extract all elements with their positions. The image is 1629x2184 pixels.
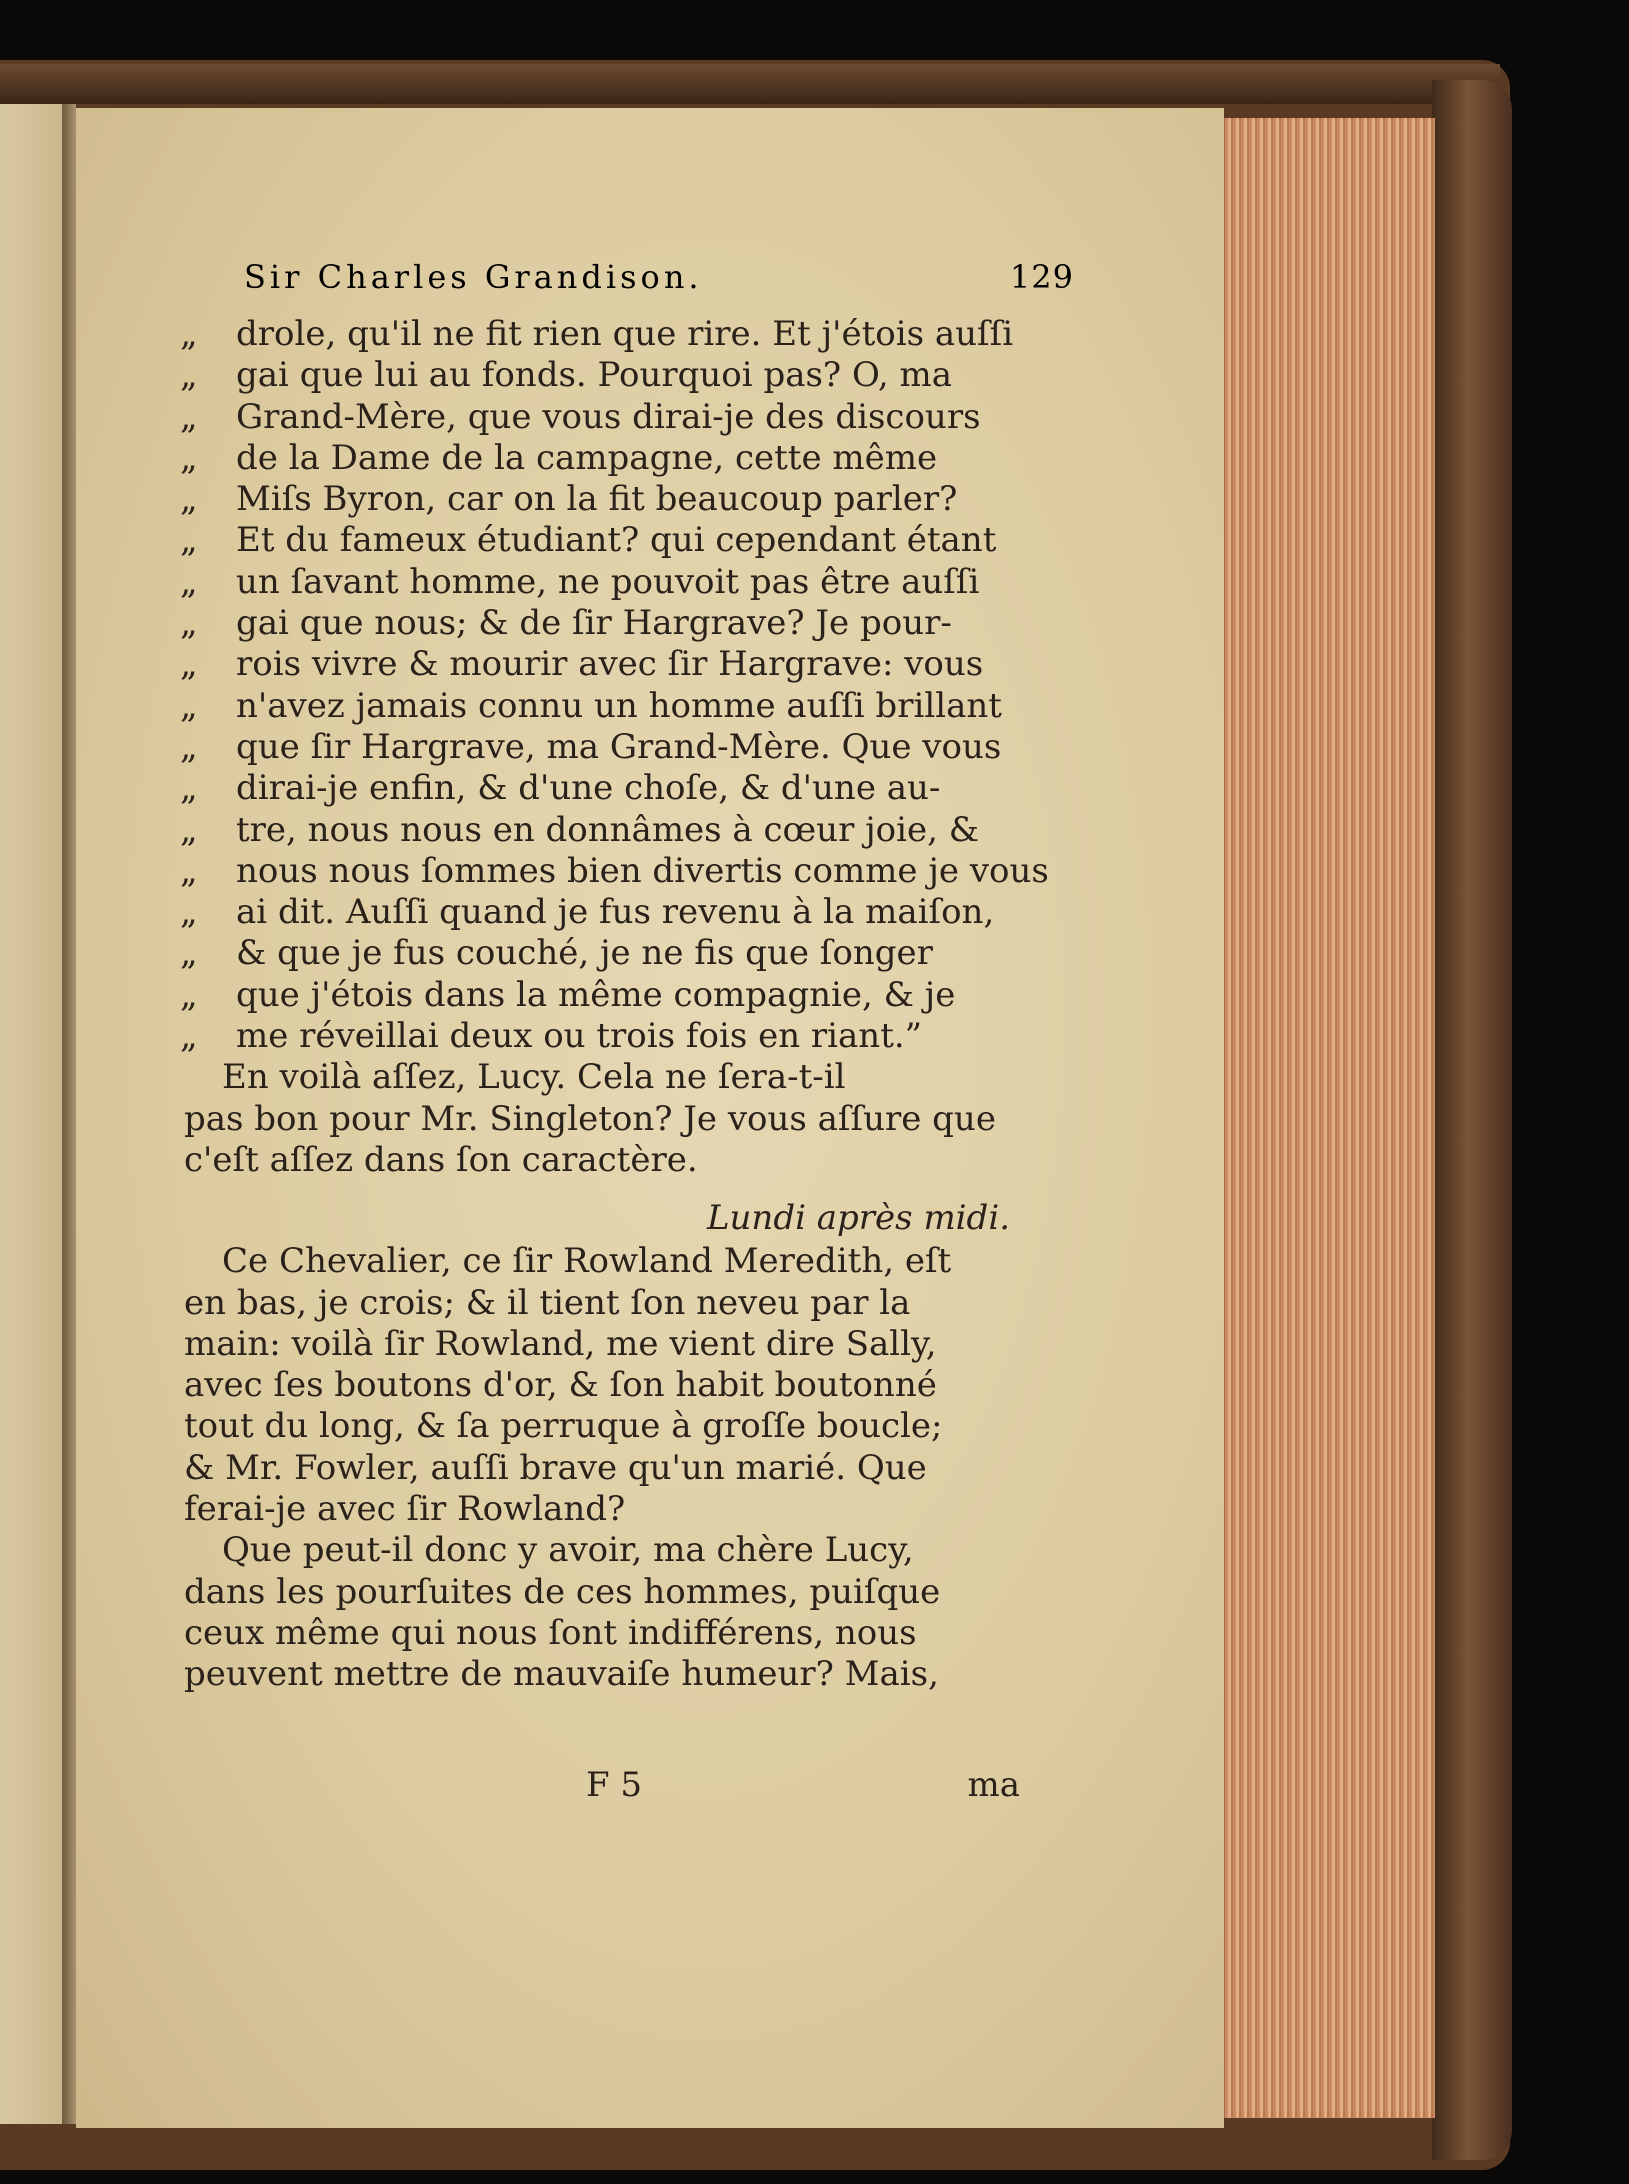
quote-mark: „ <box>180 561 198 602</box>
page-edges <box>1222 118 1435 2118</box>
quote-mark: „ <box>180 685 198 726</box>
text-line: „ & que je fus couché, je ne fis que ſonger <box>180 933 933 974</box>
text-line: „ un ſavant homme, ne pouvoit pas être auſſi <box>180 561 980 602</box>
text-line: „ nous nous ſommes bien divertis comme je vous <box>180 850 1049 891</box>
signature-mark: F 5 <box>586 1765 643 1805</box>
text-line: ceux même qui nous ſont indifférens, nous <box>184 1612 917 1653</box>
quote-mark: „ <box>180 437 198 478</box>
text-line: pas bon pour Mr. Singleton? Je vous aſſure que <box>184 1098 996 1139</box>
quote-mark: „ <box>180 1016 198 1057</box>
quote-mark: „ <box>180 726 198 767</box>
quote-mark: „ <box>180 603 198 644</box>
page-text <box>180 314 1050 1696</box>
text-line: & Mr. Fowler, auſſi brave qu'un marié. Que <box>184 1447 927 1488</box>
text-line: „ de la Dame de la campagne, cette même <box>180 437 938 478</box>
text-line: „ que j'étois dans la même compagnie, & je <box>180 974 956 1015</box>
quote-mark: „ <box>180 644 198 685</box>
text-line: „ n'avez jamais connu un homme auſſi brillant <box>180 685 1002 726</box>
quote-mark: „ <box>180 314 198 354</box>
book-spine <box>1432 80 1512 2160</box>
previous-page <box>0 104 70 2124</box>
text-line: „ dirai-je enfin, & d'une choſe, & d'une au- <box>180 768 941 809</box>
quote-mark: „ <box>180 355 198 396</box>
text-line: ferai-je avec ſir Rowland? <box>184 1489 626 1530</box>
text-line: peuvent mettre de mauvaiſe humeur? Mais, <box>184 1654 939 1695</box>
quote-mark: „ <box>180 479 198 520</box>
page-number: 129 <box>1009 258 1074 296</box>
page-footer <box>180 1765 1020 1809</box>
text-line: En voilà aſſez, Lucy. Cela ne ſera-t-il <box>222 1057 846 1098</box>
text-line: en bas, je crois; & il tient ſon neveu par la <box>184 1282 911 1323</box>
text-line: dans les pourſuites de ces hommes, puiſque <box>184 1571 941 1612</box>
quote-mark: „ <box>180 396 198 437</box>
quote-mark: „ <box>180 850 198 891</box>
text-line: tout du long, & ſa perruque à groſſe boucle; <box>184 1406 943 1447</box>
text-line: „ Miſs Byron, car on la fit beaucoup parler? <box>180 479 958 520</box>
text-line: „ que ſir Hargrave, ma Grand-Mère. Que vous <box>180 726 1002 767</box>
running-head <box>244 258 1074 308</box>
text-line: „ gai que nous; & de ſir Hargrave? Je pour- <box>180 603 952 644</box>
text-line: „ Grand-Mère, que vous dirai-je des discours <box>180 396 981 437</box>
running-title: Sir Charles Grandison. <box>244 258 703 296</box>
text-line: „ ai dit. Auſſi quand je fus revenu à la maiſon, <box>180 892 995 933</box>
quote-mark: „ <box>180 892 198 933</box>
text-line: „ Et du fameux étudiant? qui cependant étant <box>180 520 997 561</box>
quote-mark: „ <box>180 768 198 809</box>
quote-mark: „ <box>180 974 198 1015</box>
text-line: „ gai que lui au fonds. Pourquoi pas? O, ma <box>180 355 952 396</box>
text-line: c'eſt aſſez dans ſon caractère. <box>184 1139 698 1180</box>
text-line: main: voilà ſir Rowland, me vient dire Sally, <box>184 1323 937 1364</box>
text-line: „ drole, qu'il ne fit rien que rire. Et j'étois auſſi <box>180 314 1014 354</box>
quote-mark: „ <box>180 809 198 850</box>
gutter <box>62 104 76 2124</box>
dateline: Lundi après midi. <box>706 1198 1010 1239</box>
text-line: Ce Chevalier, ce ſir Rowland Meredith, eſt <box>222 1241 952 1282</box>
book-cover-top <box>0 64 1500 104</box>
text-line: „ rois vivre & mourir avec ſir Hargrave: vous <box>180 644 984 685</box>
text-line: „ me réveillai deux ou trois fois en riant.” <box>180 1016 923 1057</box>
text-line: avec ſes boutons d'or, & ſon habit boutonné <box>184 1365 937 1406</box>
text-line: „ tre, nous nous en donnâmes à cœur joie, & <box>180 809 980 850</box>
quote-mark: „ <box>180 520 198 561</box>
text-line: Que peut-il donc y avoir, ma chère Lucy, <box>222 1530 914 1571</box>
quote-mark: „ <box>180 933 198 974</box>
catchword: ma <box>967 1765 1020 1805</box>
